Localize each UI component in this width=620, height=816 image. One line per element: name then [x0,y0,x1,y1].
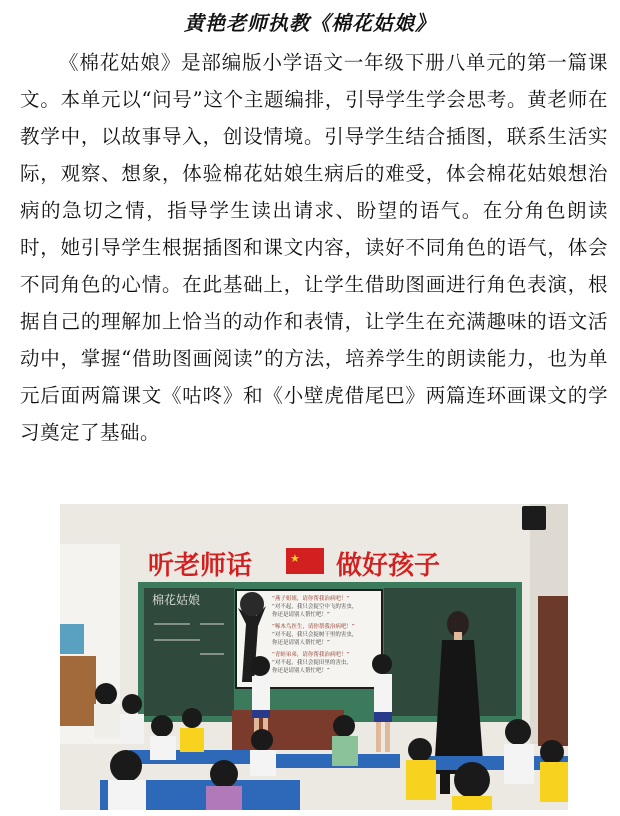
bookshelf [60,656,96,726]
teacher-podium [232,710,344,750]
classroom-photo-illustration [60,504,568,810]
screen-line-6: 你还是请别人帮忙吧！” [272,640,330,646]
blackboard-title: 棉花姑娘 [152,593,201,607]
desk-row-1 [130,750,250,764]
screen-line-2: “对不起，我只会捉空中飞的害虫， [272,604,358,610]
classroom-photo [60,504,568,810]
screen-line-9: 你还是请别人帮忙吧！” [272,668,330,674]
document-paragraph: 《棉花姑娘》是部编版小学语文一年级下册八单元的第一篇课文。本单元以“问号”这个主题编排，引导学生学会思考。黄老师在教学中，以故事导入，创设情境。引导学生结合插图，联系生活实际，观察、想象，体验棉花姑娘生病后的难受，体会棉花姑娘想治病的急切之情，指导学生读出请求、盼望的语气。在分角色朗读时，她引导学生根据插图和课文内容，读好不同角色的语气，体会不同角色的心情。在此基础上，让学生借助图画进行角色表演，根据自己的理解加上恰当的动作和表情，让学生在充满趣味的语文活动中，掌握“借助图画阅读”的方法，培养学生的朗读能力，也为单元后面两篇课文《咕咚》和《小壁虎借尾巴》两篇连环画课文的学习奠定了基础。 [20,51,608,444]
blackboard-left [144,588,234,716]
desk-row-2 [260,754,400,768]
screen-line-3: 你还是请别人帮忙吧！” [272,612,330,618]
slogan-left: 听老师话 [148,551,253,581]
screen-line-5: “对不起，我只会捉树干里的害虫， [272,632,358,638]
slogan-right: 做好孩子 [336,551,441,581]
document-title: 黄艳老师执教《棉花姑娘》 [184,11,436,35]
screen-line-8: “对不起，我只会捉田里的害虫， [272,660,352,666]
flag-star-icon: ★ [290,552,300,565]
screen-line-4: “啄木鸟医生，请你帮我治病吧！” [272,624,355,630]
screen-line-1: “燕子姐姐，请你帮我治病吧！” [272,596,350,602]
screen-line-7: “青蛙弟弟，请你帮我治病吧！” [272,652,350,658]
speaker [522,506,546,530]
poster [60,624,84,654]
classroom-door [538,596,568,746]
